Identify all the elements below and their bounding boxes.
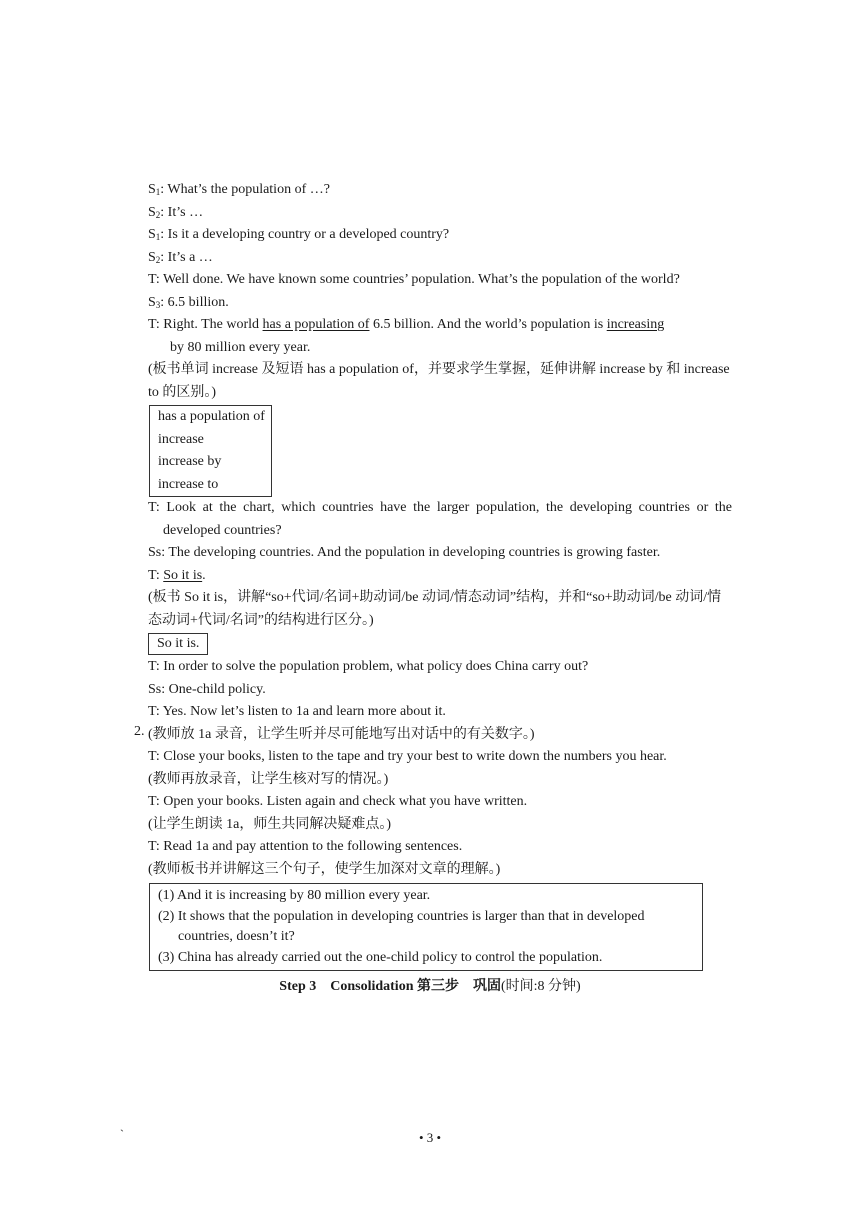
key-sentence: (1) And it is increasing by 80 million every year.	[158, 888, 431, 903]
teacher-note: (教师放 1a 录音，让学生听并尽可能地写出对话中的有关数字。)	[148, 726, 535, 742]
dialog-line: T: Read 1a and pay attention to the following sentences.	[148, 839, 463, 854]
page-number: • 3 •	[418, 1130, 442, 1145]
dialog-line: Ss: One-child policy.	[148, 681, 266, 697]
dialog-line: T: Open your books. Listen again and check what you have written.	[148, 794, 528, 809]
dialog-line	[148, 202, 732, 225]
teacher-note: (板书单词 increase 及短语 has a population of，并要求学生掌握，延伸讲解 increase by 和 increase to 的区别。)	[148, 362, 730, 400]
underlined-phrase: So it is	[163, 567, 203, 583]
blackboard-box-vocab	[149, 405, 272, 497]
dialog-line: T: Yes. Now let’s listen to 1a and learn more about it.	[148, 704, 446, 719]
dialog-line	[148, 247, 732, 270]
dialog-line: T: Look at the chart, which countries have the larger population, the developing countries or the developed countries?	[148, 500, 732, 538]
vocab-item: increase to	[158, 476, 219, 492]
speaker: T:	[148, 567, 164, 583]
dialog-line: T: Well done. We have known some countries’ population. What’s the population of the world?	[148, 272, 680, 287]
speaker-index: 2	[155, 254, 161, 265]
teacher-note: (教师板书并讲解这三个句子，使学生加深对文章的理解。)	[148, 861, 501, 877]
dialog-line: T: In order to solve the population problem, what policy does China carry out?	[148, 659, 589, 674]
teacher-note: (教师再放录音，让学生核对写的情况。)	[148, 771, 389, 787]
dialog-line	[148, 292, 732, 315]
underlined-phrase: increasing	[606, 317, 665, 332]
utterance: : It’s a …	[160, 249, 213, 265]
speaker: S	[148, 294, 156, 310]
dialog-line	[148, 314, 732, 337]
utterance: 6.5 billion. And the world’s population is	[369, 317, 607, 332]
dialog-line-continuation: by 80 million every year.	[170, 339, 311, 355]
blackboard-box-so-it-is: So it is.	[148, 633, 208, 655]
speaker-index: 1	[155, 187, 161, 197]
vocab-item: has a population of	[158, 409, 265, 424]
step-number: 2.	[134, 723, 145, 739]
utterance: : Is it a developing country or a developed country?	[160, 227, 450, 242]
speaker: S	[148, 204, 156, 220]
utterance: T: Right. The world	[148, 317, 263, 332]
speaker-index: 3	[155, 299, 161, 310]
teacher-note: (让学生朗读 1a，师生共同解决疑难点。)	[148, 816, 392, 832]
blackboard-box-sentences	[149, 883, 703, 971]
dialog-line	[148, 179, 732, 202]
utterance: .	[202, 567, 206, 583]
speaker: S	[148, 249, 156, 265]
key-sentence: (3) China has already carried out the one-child policy to control the population.	[158, 949, 603, 965]
numbered-step-2	[134, 723, 732, 747]
lesson-content	[134, 179, 732, 971]
speaker-index: 2	[155, 209, 161, 220]
dialog-line	[148, 224, 732, 247]
section-heading	[0, 976, 860, 998]
key-sentence: (2) It shows that the population in developing countries is larger than that in developed countries, doesn’t it?	[158, 908, 645, 944]
vocab-item: increase	[158, 431, 204, 447]
stray-mark: `	[120, 1127, 124, 1141]
utterance: : It’s …	[160, 204, 204, 220]
utterance: : 6.5 billion.	[160, 294, 229, 310]
teacher-note: (板书 So it is，讲解“so+代词/名词+助动词/be 动词/情态动词”结构，并和“so+助动词/be 动词/情态动词+代词/名词”的结构进行区分。)	[148, 590, 722, 628]
dialog-line: Ss: The developing countries. And the population in developing countries is growing faster.	[148, 545, 661, 560]
dialog-line: T: Close your books, listen to the tape and try your best to write down the numbers you hear.	[148, 749, 667, 764]
utterance: : What’s the population of …?	[160, 182, 330, 197]
underlined-phrase: has a population of	[262, 317, 370, 332]
dialog-line	[148, 565, 732, 588]
speaker: S	[148, 227, 156, 242]
section-heading-time: (时间:8 分钟)	[500, 979, 581, 994]
speaker: S	[148, 182, 156, 197]
vocab-item: increase by	[158, 454, 222, 469]
section-heading-title: Step 3 Consolidation 第三步 巩固	[279, 979, 501, 994]
speaker-index: 1	[155, 232, 161, 242]
